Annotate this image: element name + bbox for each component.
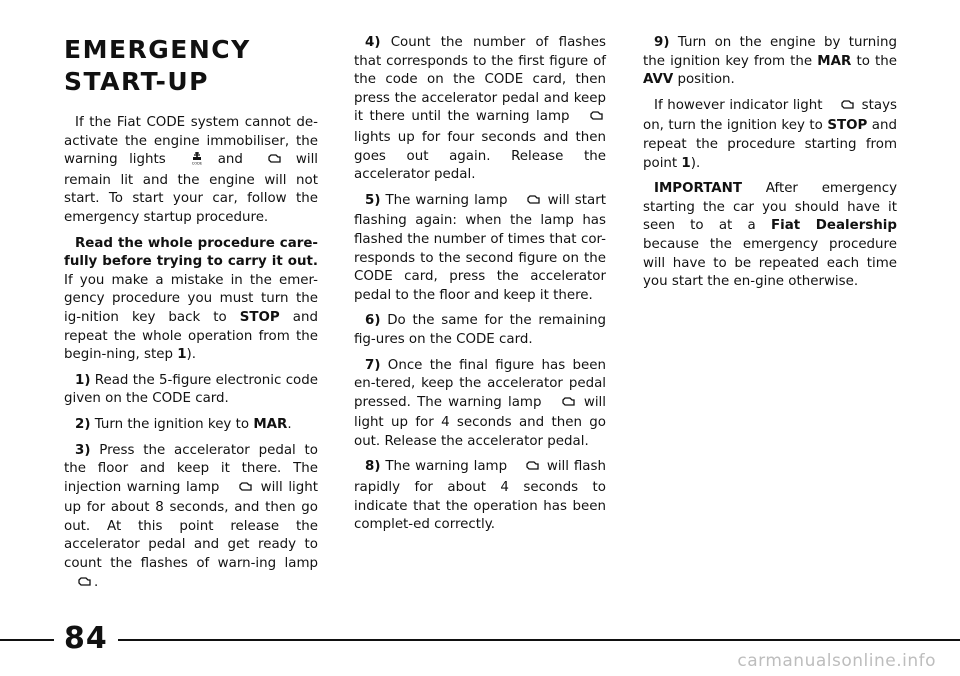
engine-injection-icon xyxy=(514,460,540,479)
fiat-dealership-label: Fiat Dealership xyxy=(770,218,897,234)
warning-step-number: 1 xyxy=(177,347,187,363)
indicator-text-d: ). xyxy=(690,155,701,171)
step-4-text-b: lights up for four seconds and then goes out again. Release the accelerator pedal. xyxy=(354,129,606,183)
warning-text-c: ). xyxy=(186,347,197,363)
step-1-number: 1) xyxy=(75,372,91,388)
step-5-text-a: The warning lamp xyxy=(385,192,508,208)
indicator-text-b: stays on, turn the ignition key to xyxy=(643,97,898,134)
column-3 xyxy=(643,34,897,299)
step-6-number: 6) xyxy=(365,313,381,329)
stop-label: STOP xyxy=(239,309,280,325)
fiat-code-key-icon xyxy=(179,151,204,172)
intro-text-b: and xyxy=(217,152,243,168)
step-1-text: Read the 5-figure electronic code given on the CODE card. xyxy=(64,372,318,407)
column-1 xyxy=(64,34,318,601)
intro-text-c: will remain lit and the engine will not start. To start your car, follow the emergency startup procedure. xyxy=(64,152,319,225)
engine-injection-icon xyxy=(550,396,576,415)
step-8-text-b: will flash rapidly for about 4 seconds to indicate that the operation has been complet-ed correctly. xyxy=(354,459,606,533)
page-footer xyxy=(0,615,960,655)
step-7-text-a: Once the final figure has been en-tered, keep the accelerator pedal pressed. The warning lamp xyxy=(354,357,606,410)
step-2-text: Turn the ignition key to xyxy=(94,416,250,432)
step-3-text-a: Press the accelerator pedal to the floor and keep it there. The injection warning lamp xyxy=(64,442,318,495)
engine-injection-icon xyxy=(578,110,604,129)
stop-label: STOP xyxy=(827,118,868,134)
step-3-number: 3) xyxy=(75,442,91,458)
step-9-text-b: to the xyxy=(856,53,897,69)
important-paragraph xyxy=(643,180,897,292)
step-4-number: 4) xyxy=(365,35,381,50)
engine-injection-icon xyxy=(256,153,282,172)
step-7 xyxy=(354,357,606,452)
important-text-a: After emergency starting the car you should have it seen to at a xyxy=(643,181,897,234)
step-8-number: 8) xyxy=(365,459,381,475)
warning-paragraph xyxy=(64,235,318,365)
step-3 xyxy=(64,442,318,595)
step-6-text: Do the same for the remaining fig-ures on the CODE card. xyxy=(354,313,606,347)
step-4 xyxy=(354,34,606,185)
column-2 xyxy=(354,34,606,542)
warning-text-a: If you make a mistake in the emer-gency procedure you must turn the ig-nition key back to xyxy=(64,272,318,325)
intro-paragraph xyxy=(64,114,318,228)
indicator-step-number: 1 xyxy=(681,155,691,171)
step-3-text-c: . xyxy=(94,574,99,590)
footer-rule-right xyxy=(118,639,960,641)
site-watermark: carmanualsonline.info xyxy=(737,651,936,671)
step-5-text-b: will start flashing again: when the lamp has flashed the number of times that cor-responds to the second figure on the CODE card, press the accelerator pedal to the floor and keep it there. xyxy=(354,192,606,303)
step-8-text-a: The warning lamp xyxy=(385,459,508,475)
warning-bold: Read the whole procedure care-fully before trying to carry it out. xyxy=(64,235,318,270)
indicator-text-a: If however indicator light xyxy=(654,97,823,113)
page-title: EMERGENCY START-UP xyxy=(64,35,251,96)
step-3-text-b: will light up for about 8 seconds, and then go out. At this point release the accelerator pedal and get ready to count the flashes of warn-ing lamp xyxy=(64,479,318,572)
step-5 xyxy=(354,192,606,306)
important-label: IMPORTANT xyxy=(654,181,743,197)
mar-label: MAR xyxy=(253,416,288,432)
step-1 xyxy=(64,372,318,409)
code-icon-label: CODE xyxy=(192,161,203,166)
intro-text-a: If the Fiat CODE system cannot de-activate the engine immobiliser, the warning lights xyxy=(64,115,318,168)
engine-injection-icon xyxy=(66,576,92,595)
step-9-number: 9) xyxy=(654,35,670,50)
step-6 xyxy=(354,312,606,349)
indicator-text-c: and repeat the procedure starting from point xyxy=(643,118,897,171)
step-2 xyxy=(64,416,318,435)
engine-injection-icon xyxy=(515,194,541,213)
step-7-number: 7) xyxy=(365,357,381,373)
engine-injection-icon xyxy=(227,481,253,500)
step-4-text-a: Count the number of flashes that corresponds to the first figure of the code on the CODE card, then press the accelerator pedal and keep it there until the warning lamp xyxy=(354,35,606,125)
footer-rule-left xyxy=(0,639,54,641)
step-9 xyxy=(643,34,897,90)
step-9-text-c: position. xyxy=(677,72,735,88)
step-5-number: 5) xyxy=(365,192,381,208)
page-number: 84 xyxy=(64,621,108,656)
engine-injection-icon xyxy=(829,99,855,118)
avv-label: AVV xyxy=(643,72,674,88)
step-9-text-a: Turn on the engine by turning the ignition key from the xyxy=(643,35,897,69)
mar-label: MAR xyxy=(817,53,852,69)
step-8 xyxy=(354,458,606,534)
step-7-text-b: will light up for 4 seconds and then go out. Release the accelerator pedal. xyxy=(354,394,606,449)
step-2-number: 2) xyxy=(75,416,91,432)
important-text-b: because the emergency procedure will have to be repeated each time you start the en-gine otherwise. xyxy=(643,236,897,290)
step-2-end: . xyxy=(287,416,292,432)
indicator-paragraph xyxy=(643,97,897,173)
warning-text-b: and repeat the whole operation from the begin-ning, step xyxy=(64,309,318,363)
